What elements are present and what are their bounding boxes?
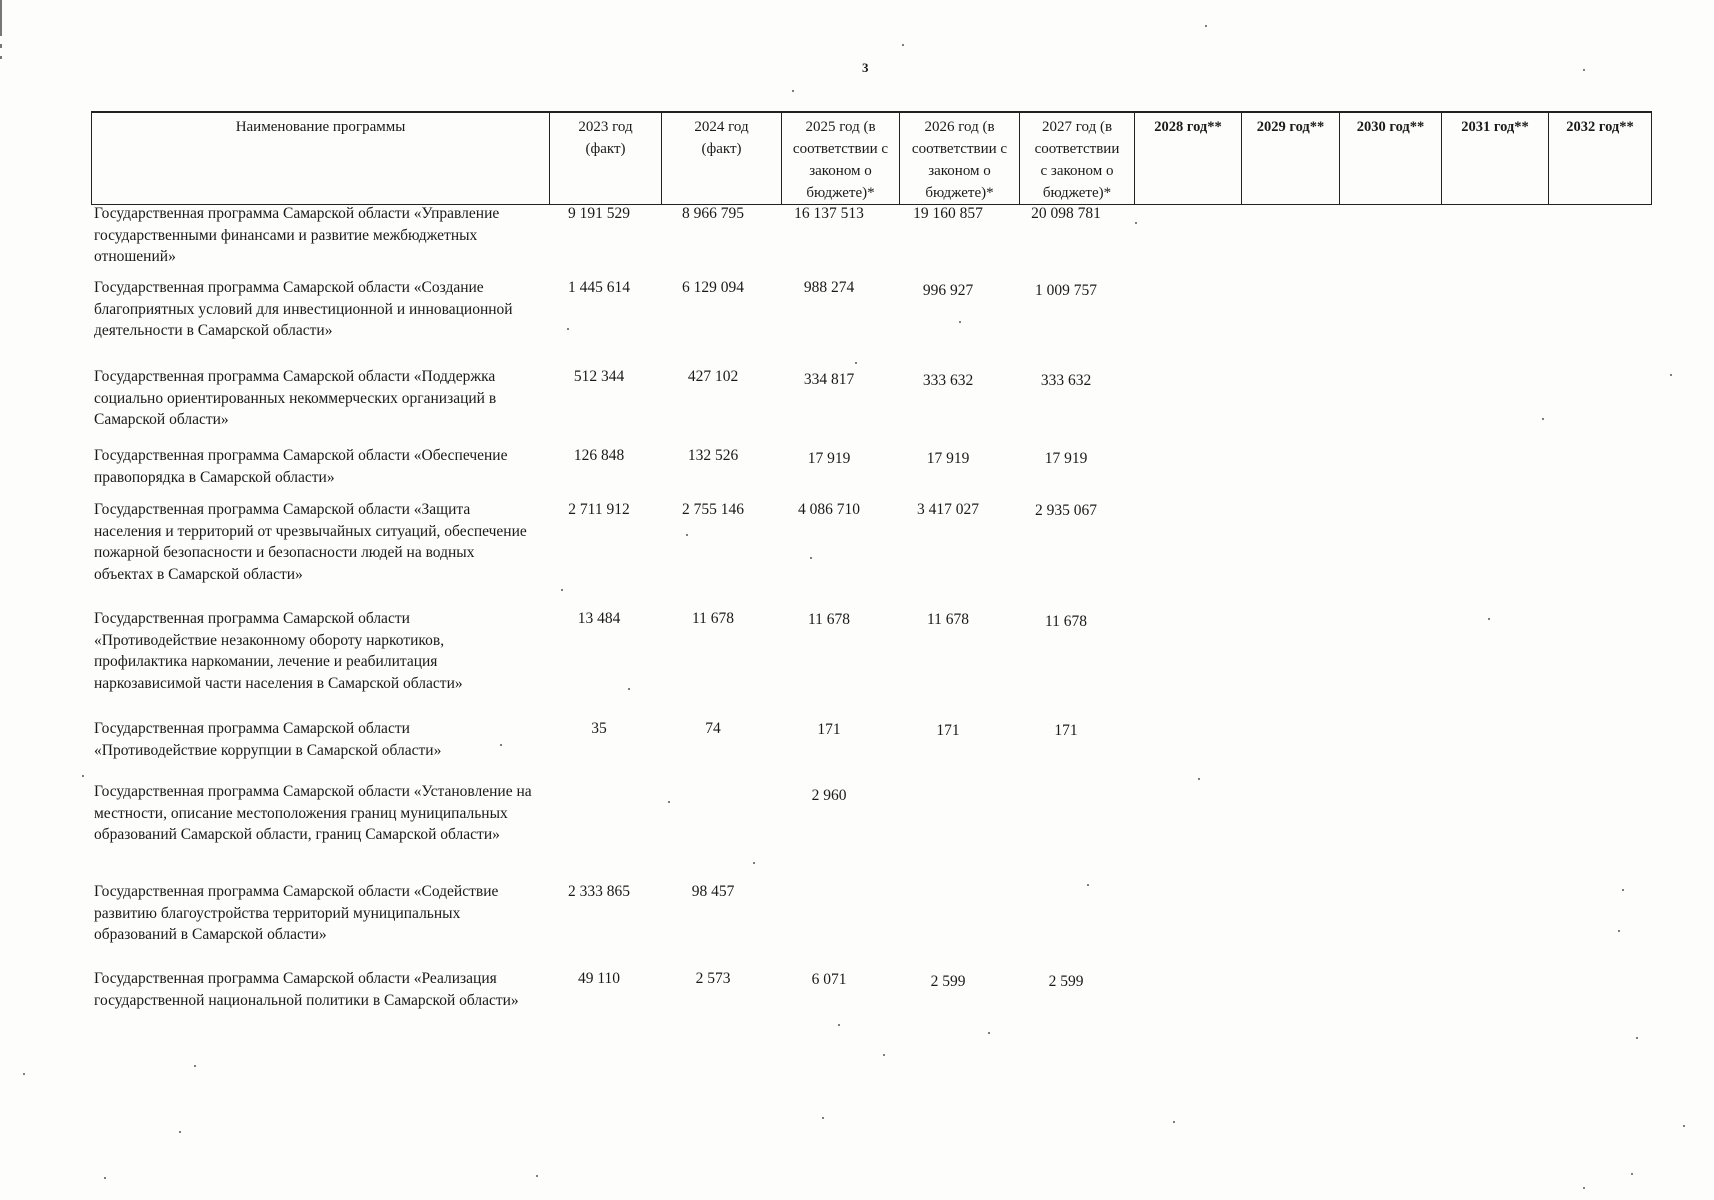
value-2027: 333 632 (1040, 372, 1092, 389)
value-2025: 4 086 710 (798, 501, 860, 518)
program-name: Государственная программа Самарской области «Реализация государственной национальной политики в Самарской области» (94, 970, 519, 1009)
program-name: Государственная программа Самарской области «Поддержка социально ориентированных некоммерческих организаций в Самарской области» (94, 368, 497, 428)
value-2024: 74 (705, 720, 721, 737)
scan-edge-mark (0, 56, 2, 59)
value-2027: 2 935 067 (1035, 502, 1097, 519)
header-2032 (1549, 112, 1652, 205)
scan-speck (883, 1054, 885, 1056)
value-2025: 16 137 513 (794, 205, 864, 222)
value-2027: 17 919 (1044, 450, 1088, 467)
scan-speck (1488, 618, 1490, 620)
scan-speck (822, 1117, 824, 1119)
value-2023: 512 344 (573, 368, 625, 385)
value-2023: 49 110 (577, 970, 621, 987)
scan-speck (792, 90, 794, 92)
value-2025: 171 (817, 721, 841, 738)
program-name: Государственная программа Самарской области «Установление на местности, описание местоположения границ муниципальных образований Самарской области, границ Самарской области» (94, 783, 532, 843)
scan-speck (753, 862, 755, 864)
value-2025: 17 919 (807, 450, 851, 467)
header-label: 2028 год** (1154, 119, 1222, 135)
value-2026: 17 919 (926, 450, 970, 467)
value-2024: 2 755 146 (682, 501, 744, 518)
value-2023: 1 445 614 (568, 279, 630, 296)
header-label: 2023 год (факт) (578, 119, 633, 157)
header-program-name (92, 112, 550, 205)
value-2024: 6 129 094 (682, 279, 744, 296)
header-2029 (1242, 112, 1340, 205)
value-2024: 98 457 (691, 883, 735, 900)
scan-speck (179, 1131, 181, 1133)
value-2026: 19 160 857 (913, 205, 983, 222)
header-label: 2031 год** (1461, 119, 1529, 135)
scan-speck (855, 362, 857, 364)
scan-speck (1583, 69, 1585, 71)
scan-speck (561, 589, 563, 591)
scan-speck (1173, 1121, 1175, 1123)
value-2027: 2 599 (1048, 973, 1084, 990)
value-2026: 2 599 (930, 973, 966, 990)
value-2025: 2 960 (811, 787, 847, 804)
scan-speck (1636, 1037, 1638, 1039)
program-name: Государственная программа Самарской области «Обеспечение правопорядка в Самарской области» (94, 447, 508, 486)
value-2023: 2 711 912 (568, 501, 630, 518)
table-header (91, 111, 1652, 205)
scan-speck (1087, 884, 1089, 886)
value-2023: 35 (591, 720, 607, 737)
scan-edge-mark (0, 44, 2, 48)
header-label: 2025 год (в соответствии с законом о бюджете)* (792, 119, 889, 201)
scan-speck (902, 44, 904, 46)
value-2023: 126 848 (573, 447, 625, 464)
value-2027: 1 009 757 (1035, 282, 1097, 299)
header-2028 (1135, 112, 1242, 205)
value-2026: 171 (936, 722, 960, 739)
scan-speck (567, 328, 569, 330)
scan-speck (23, 1073, 25, 1075)
scan-speck (536, 1175, 538, 1177)
scan-speck (668, 801, 670, 803)
header-2025 (782, 112, 900, 205)
value-2023: 9 191 529 (568, 205, 630, 222)
value-2026: 996 927 (922, 282, 974, 299)
value-2024: 132 526 (687, 447, 739, 464)
value-2025: 6 071 (811, 971, 847, 988)
value-2027: 171 (1054, 722, 1078, 739)
scan-speck (1205, 25, 1207, 27)
scan-speck (500, 744, 502, 746)
header-label: 2029 год** (1256, 119, 1325, 135)
scan-speck (686, 534, 688, 536)
scan-speck (1631, 1173, 1633, 1175)
program-name: Государственная программа Самарской области «Противодействие незаконному обороту наркотиков, профилактика наркомании, лечение и реабилитация наркозависимой части населения в Самарской области» (94, 610, 463, 692)
program-name: Государственная программа Самарской области «Управление государственными финансами и развитие межбюджетных отношений» (94, 205, 500, 265)
header-label: 2024 год (факт) (694, 119, 749, 157)
scan-speck (104, 1177, 106, 1179)
scan-speck (838, 1024, 840, 1026)
scan-edge-mark (0, 0, 2, 36)
value-2026: 333 632 (922, 372, 974, 389)
scan-speck (1622, 889, 1624, 891)
value-2025: 988 274 (803, 279, 855, 296)
value-2025: 11 678 (807, 611, 851, 628)
scan-speck (82, 775, 84, 777)
scan-speck (988, 1032, 990, 1034)
header-label: 2032 год** (1566, 119, 1634, 135)
value-2023: 13 484 (577, 610, 621, 627)
value-2024: 2 573 (695, 970, 731, 987)
header-label: 2027 год (в соответствии с законом о бюджете)* (1034, 119, 1120, 201)
value-2026: 11 678 (926, 611, 970, 628)
value-2026: 3 417 027 (917, 501, 979, 518)
value-2024: 8 966 795 (682, 205, 744, 222)
page-number: 3 (862, 60, 869, 75)
program-name: Государственная программа Самарской области «Защита населения и территорий от чрезвычайных ситуаций, обеспечение пожарной безопасности и безопасности людей на водных объектах в Самарской области» (94, 501, 527, 583)
scan-speck (1618, 930, 1620, 932)
scan-speck (1683, 1125, 1685, 1127)
header-2031 (1442, 112, 1549, 205)
scan-speck (1583, 1187, 1585, 1189)
header-2024 (662, 112, 782, 205)
header-label: 2030 год** (1356, 119, 1425, 135)
scan-speck (959, 321, 961, 323)
value-2024: 11 678 (691, 610, 735, 627)
value-2024: 427 102 (687, 368, 739, 385)
program-name: Государственная программа Самарской области «Противодействие коррупции в Самарской области» (94, 720, 442, 759)
program-name: Государственная программа Самарской области «Содействие развитию благоустройства территорий муниципальных образований в Самарской области» (94, 883, 499, 943)
header-2027 (1020, 112, 1135, 205)
value-2025: 334 817 (803, 371, 855, 388)
header-label: Наименование программы (235, 119, 406, 135)
scan-speck (628, 688, 630, 690)
scan-speck (194, 1065, 196, 1067)
value-2023: 2 333 865 (568, 883, 630, 900)
header-2023 (550, 112, 662, 205)
scan-speck (810, 557, 812, 559)
value-2027: 20 098 781 (1031, 205, 1101, 222)
header-2030 (1340, 112, 1442, 205)
value-2027: 11 678 (1044, 613, 1088, 630)
program-name: Государственная программа Самарской области «Создание благоприятных условий для инвестиционной и инновационной деятельности в Самарской области» (94, 279, 513, 339)
scan-speck (1542, 418, 1544, 420)
scan-speck (1198, 778, 1200, 780)
scan-speck (1670, 374, 1672, 376)
header-label: 2026 год (в соответствии с законом о бюджете)* (911, 119, 1008, 201)
scan-speck (1135, 222, 1137, 224)
header-2026 (900, 112, 1020, 205)
